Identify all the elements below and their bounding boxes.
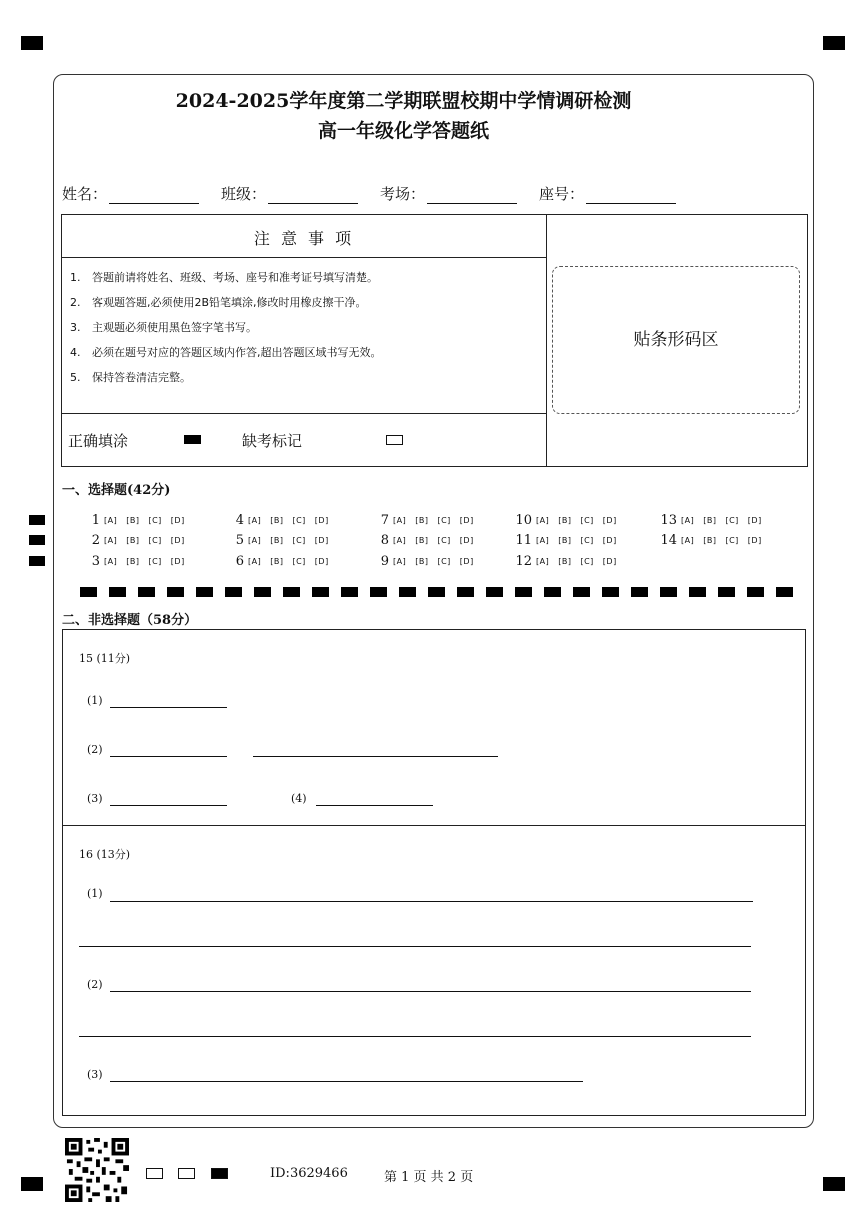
mcq-option-bubble[interactable]: [B] (126, 516, 140, 525)
mcq-question-number: 6 (235, 554, 244, 569)
seat-blank[interactable] (586, 187, 676, 204)
notice-item-number: 4. (70, 346, 81, 359)
mcq-question-6 (222, 554, 338, 569)
mcq-option-bubble[interactable]: [D] (314, 536, 329, 545)
correct-fill-label: 正确填涂 (68, 432, 129, 450)
notice-item-number: 5. (70, 371, 81, 384)
barcode-area: 贴条形码区 (552, 266, 800, 414)
mcq-question-13 (655, 513, 771, 528)
mcq-option-bubble[interactable]: [B] (126, 557, 140, 566)
separator-dash (341, 587, 358, 597)
document-id: ID:3629466 (270, 1166, 348, 1181)
mcq-option-bubble[interactable]: [D] (314, 557, 329, 566)
qr-code-icon (64, 1138, 130, 1202)
mcq-option-bubble[interactable]: [B] (558, 557, 572, 566)
q16-title: 16 (13分) (79, 848, 131, 861)
mcq-option-bubble[interactable]: [D] (747, 536, 762, 545)
mcq-question-10 (510, 513, 626, 528)
separator-dash (254, 587, 271, 597)
separator-dash (718, 587, 735, 597)
separator-dash (457, 587, 474, 597)
mcq-option-bubble[interactable]: [C] (580, 557, 594, 566)
mcq-option-bubble[interactable]: [A] (536, 536, 550, 545)
footer-mark-filled (211, 1168, 228, 1179)
mcq-question-1 (78, 513, 194, 528)
separator-dash (689, 587, 706, 597)
mcq-option-bubble[interactable]: [C] (292, 516, 306, 525)
separator-dash-row (80, 587, 805, 597)
q15-answer-box (62, 629, 806, 826)
q15-title: 15 (11分) (79, 652, 131, 665)
separator-dash (283, 587, 300, 597)
mcq-option-bubble[interactable]: [C] (580, 516, 594, 525)
timing-mark (29, 515, 45, 525)
separator-dash (109, 587, 126, 597)
q15-part-label: (1) (87, 694, 103, 707)
notice-list (70, 265, 382, 390)
mcq-option-bubble[interactable]: [A] (681, 516, 695, 525)
mcq-option-bubble[interactable]: [C] (148, 557, 162, 566)
mcq-option-bubble[interactable]: [D] (459, 536, 474, 545)
notice-heading: 注 意 事 项 (62, 215, 546, 258)
mcq-question-2 (78, 533, 194, 548)
mcq-option-bubble[interactable]: [B] (270, 516, 284, 525)
mcq-option-bubble[interactable]: [C] (292, 536, 306, 545)
mcq-option-bubble[interactable]: [D] (170, 536, 185, 545)
mcq-option-bubble[interactable]: [D] (170, 557, 185, 566)
separator-dash (660, 587, 677, 597)
mcq-option-bubble[interactable]: [A] (248, 557, 262, 566)
mcq-question-7 (367, 513, 483, 528)
q16-part-label: (1) (87, 887, 103, 900)
notice-item-text: 客观题答题,必须使用2B铅笔填涂,修改时用橡皮擦干净。 (92, 296, 367, 309)
mcq-option-bubble[interactable]: [D] (170, 516, 185, 525)
mcq-question-number: 13 (660, 513, 677, 528)
q15-2b-blank[interactable] (253, 756, 498, 757)
notice-item-text: 必须在题号对应的答题区域内作答,超出答题区域书写无效。 (92, 346, 382, 359)
mcq-question-4 (222, 513, 338, 528)
mcq-question-number: 10 (515, 513, 532, 528)
separator-dash (196, 587, 213, 597)
separator-dash (428, 587, 445, 597)
q15-3-blank[interactable] (110, 805, 227, 806)
absent-mark-box[interactable] (386, 435, 403, 445)
separator-dash (225, 587, 242, 597)
absent-mark-label: 缺考标记 (242, 432, 303, 450)
mcq-question-number: 5 (235, 533, 244, 548)
mcq-option-bubble[interactable]: [A] (536, 516, 550, 525)
mcq-question-number: 7 (380, 513, 389, 528)
seat-label: 座号： (539, 185, 585, 203)
mcq-option-bubble[interactable]: [C] (725, 536, 739, 545)
timing-mark (29, 556, 45, 566)
exam-room-label: 考场： (380, 185, 426, 203)
name-blank[interactable] (109, 187, 199, 204)
mcq-option-bubble[interactable]: [B] (415, 516, 429, 525)
name-label: 姓名： (62, 185, 108, 203)
mcq-option-bubble[interactable]: [A] (248, 536, 262, 545)
mcq-question-number: 3 (91, 554, 100, 569)
mcq-option-bubble[interactable]: [A] (681, 536, 695, 545)
q15-part-label: (3) (87, 792, 103, 805)
separator-dash (486, 587, 503, 597)
seat-field[interactable] (539, 183, 676, 204)
q16-2-blank[interactable] (110, 991, 751, 992)
notice-item (70, 365, 382, 390)
q16-answer-box (62, 825, 806, 1116)
mcq-option-bubble[interactable]: [C] (437, 516, 451, 525)
exam-room-blank[interactable] (427, 187, 517, 204)
mcq-option-bubble[interactable]: [D] (602, 516, 617, 525)
q16-2-blank-line2[interactable] (79, 1036, 751, 1037)
mcq-option-bubble[interactable]: [B] (415, 536, 429, 545)
class-label: 班级： (221, 185, 267, 203)
separator-dash (138, 587, 155, 597)
mcq-question-number: 14 (660, 533, 677, 548)
q15-part-label: (2) (87, 743, 103, 756)
notice-item (70, 340, 382, 365)
page-title: 2024-2025学年度第二学期联盟校期中学情调研检测 (175, 90, 632, 112)
mcq-option-bubble[interactable]: [B] (270, 536, 284, 545)
mcq-option-bubble[interactable]: [D] (459, 516, 474, 525)
q15-1-blank[interactable] (110, 707, 227, 708)
footer-mark-empty (146, 1168, 163, 1179)
registration-mark-bottom-left (21, 1177, 43, 1191)
class-field[interactable] (221, 183, 358, 204)
separator-dash (399, 587, 416, 597)
notice-item-text: 保持答卷清洁完整。 (92, 371, 191, 384)
mcq-question-number: 2 (91, 533, 100, 548)
mcq-question-number: 12 (515, 554, 532, 569)
mcq-option-bubble[interactable]: [D] (747, 516, 762, 525)
q15-2a-blank[interactable] (110, 756, 227, 757)
separator-dash (776, 587, 793, 597)
mcq-option-bubble[interactable]: [C] (580, 536, 594, 545)
section1-title: 一、选择题(42分) (62, 483, 171, 498)
mcq-question-number: 9 (380, 554, 389, 569)
page-subtitle: 高一年级化学答题纸 (317, 120, 489, 142)
separator-dash (631, 587, 648, 597)
mcq-option-bubble[interactable]: [A] (393, 557, 407, 566)
q16-3-blank[interactable] (110, 1081, 583, 1082)
mcq-option-bubble[interactable]: [C] (437, 557, 451, 566)
student-info-row (62, 183, 696, 204)
mcq-question-5 (222, 533, 338, 548)
registration-mark-bottom-right (823, 1177, 845, 1191)
notice-left (62, 215, 547, 466)
name-field[interactable] (62, 183, 199, 204)
mcq-question-number: 8 (380, 533, 389, 548)
mcq-option-bubble[interactable]: [C] (148, 516, 162, 525)
mcq-option-bubble[interactable]: [A] (393, 536, 407, 545)
mcq-option-bubble[interactable]: [B] (558, 516, 572, 525)
mcq-option-bubble[interactable]: [D] (602, 536, 617, 545)
registration-mark-top-right (823, 36, 845, 50)
mcq-question-9 (367, 554, 483, 569)
q16-1-blank-line2[interactable] (79, 946, 751, 947)
mcq-option-bubble[interactable]: [D] (602, 557, 617, 566)
mcq-question-number: 4 (235, 513, 244, 528)
q15-part-label: (4) (291, 792, 307, 805)
mcq-option-bubble[interactable]: [A] (393, 516, 407, 525)
q16-part-label: (2) (87, 978, 103, 991)
q16-1-blank[interactable] (110, 901, 753, 902)
separator-dash (515, 587, 532, 597)
notice-panel (61, 214, 808, 467)
notice-item-number: 2. (70, 296, 81, 309)
class-blank[interactable] (268, 187, 358, 204)
mcq-option-bubble[interactable]: [B] (703, 536, 717, 545)
mcq-option-bubble[interactable]: [A] (104, 516, 118, 525)
notice-item-number: 3. (70, 321, 81, 334)
mcq-option-bubble[interactable]: [D] (459, 557, 474, 566)
mcq-question-number: 11 (515, 533, 532, 548)
separator-dash (167, 587, 184, 597)
notice-item (70, 265, 382, 290)
separator-dash (80, 587, 97, 597)
mcq-option-bubble[interactable]: [C] (292, 557, 306, 566)
mcq-option-bubble[interactable]: [B] (415, 557, 429, 566)
mcq-option-bubble[interactable]: [A] (536, 557, 550, 566)
mcq-option-bubble[interactable]: [C] (437, 536, 451, 545)
q15-4-blank[interactable] (316, 805, 433, 806)
mcq-option-bubble[interactable]: [A] (248, 516, 262, 525)
mcq-option-bubble[interactable]: [C] (725, 516, 739, 525)
fill-example-row (62, 413, 546, 467)
section2-title: 二、非选择题（58分） (62, 613, 198, 628)
separator-dash (747, 587, 764, 597)
notice-item (70, 290, 382, 315)
mcq-option-bubble[interactable]: [B] (126, 536, 140, 545)
notice-item-text: 答题前请将姓名、班级、考场、座号和准考证号填写清楚。 (92, 271, 378, 284)
exam-room-field[interactable] (380, 183, 517, 204)
mcq-question-12 (510, 554, 626, 569)
mcq-question-3 (78, 554, 194, 569)
mcq-option-bubble[interactable]: [D] (314, 516, 329, 525)
notice-item-text: 主观题必须使用黑色签字笔书写。 (92, 321, 257, 334)
separator-dash (544, 587, 561, 597)
separator-dash (602, 587, 619, 597)
correct-fill-mark (184, 435, 201, 444)
mcq-question-14 (655, 533, 771, 548)
registration-mark-top-left (21, 36, 43, 50)
timing-mark (29, 535, 45, 545)
q16-part-label: (3) (87, 1068, 103, 1081)
notice-item-number: 1. (70, 271, 81, 284)
footer-mark-empty (178, 1168, 195, 1179)
mcq-option-bubble[interactable]: [A] (104, 536, 118, 545)
mcq-option-bubble[interactable]: [C] (148, 536, 162, 545)
mcq-option-bubble[interactable]: [A] (104, 557, 118, 566)
mcq-option-bubble[interactable]: [B] (558, 536, 572, 545)
separator-dash (312, 587, 329, 597)
mcq-option-bubble[interactable]: [B] (703, 516, 717, 525)
mcq-question-8 (367, 533, 483, 548)
separator-dash (573, 587, 590, 597)
mcq-question-11 (510, 533, 626, 548)
separator-dash (370, 587, 387, 597)
mcq-option-bubble[interactable]: [B] (270, 557, 284, 566)
notice-item (70, 315, 382, 340)
mcq-question-number: 1 (91, 513, 100, 528)
page-number: 第 1 页 共 2 页 (384, 1170, 474, 1185)
